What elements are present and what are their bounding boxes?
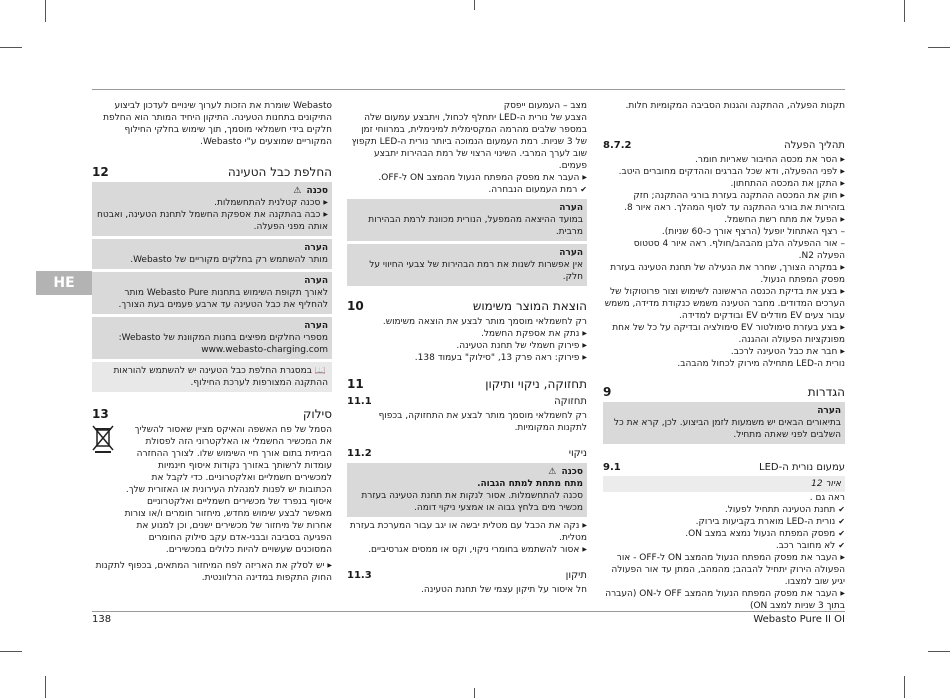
intro-text: תקנות הפעלה, ההתקנה והגנות הסביבה המקומיות חלות.: [625, 101, 845, 111]
list-item: ▶ אסור להשתמש בחומרי ניקוי, וקס או ממסים אגרסיביים.: [347, 544, 587, 556]
section-heading: [92, 408, 332, 420]
disposal-block: [92, 424, 332, 556]
section-number: 13: [92, 407, 109, 421]
middle-column: [347, 100, 587, 596]
list-item: ▶ התקן את המכסה ההתחתון.: [603, 178, 845, 190]
section-heading: [603, 462, 845, 474]
info-text: במסגרת החלפת כבל הטעינה יש להשתמש להוראות ההתקנה המצורפות לערכת החילוף.: [113, 366, 328, 388]
left-column: [92, 100, 332, 584]
section-number: 11: [347, 377, 364, 391]
list-item: ▶ פירוק חשמלי של תחנת הטעינה.: [347, 340, 587, 352]
list-item: ▶ הפעל את מתח רשת החשמל.: [603, 214, 845, 226]
list-item: ▶ העבר את מפסק המפתח הנעול מהמצב ON ל-OFF - אור הפעולה הירוק יתחיל להבהב; מהמהב, המתן עד אור הפעולה יגיע שוב למצבו.: [603, 552, 845, 588]
note-text: מותר להשתמש רק בחלקים מקוריים של Webasto.: [130, 255, 328, 265]
section-heading: [347, 300, 587, 312]
note-text: מספרי החלקים מפיצים בחנות המקוונת של Webasto:: [118, 333, 328, 343]
note-title: הערה: [304, 243, 328, 253]
paragraph: הסמל של פח האשפה והאיקס מציין שאסור להשליך את המכשיר החשמלי או האלקטרוני הזה לפסולת הביתית בתום אורך חיי השימוש שלו. לצורך ההחזרה עומדות לרשותך באזורך נקודות איסוף חינמיות למכשירים חשמליים ואלקטרוניים. כדי לקבל את הכתובות יש לפנות למנהלת העירונית או האזורית שלך. איסוף בנפרד של מכשירים חשמליים ואלקטרוניים מאפשר לבצע שימוש מחדש, מיחזור חומרים ו/או צורות אחרות של מיחזור של מכשירים ישנים, וכן למנוע את הפגיעה בסביבה ובבני-אדם עקב סילוק החומרים המסוכנים שעשויים להיות כלולים במכשירים.: [124, 425, 332, 555]
check-item: ✔ לא מחובר רכב.: [603, 540, 845, 552]
crop-mark: [904, 676, 905, 698]
paragraph: חל איסור על תיקון עצמי של תחנת הטעינה.: [421, 585, 587, 595]
crop-mark: [928, 651, 950, 652]
note-box: [347, 244, 587, 286]
danger-title-text: סכנה: [561, 467, 583, 477]
list-item: ▶ העבר את מפסק המפתח הנעול מהמצב ON ל-OFF.: [347, 172, 587, 184]
warning-icon: ⚠: [293, 186, 302, 196]
check-item: ✔ מפסק המפתח הנעול נמצא במצב ON.: [603, 528, 845, 540]
danger-box: [347, 463, 587, 517]
note-box: [347, 199, 587, 241]
danger-box: [92, 182, 332, 236]
section-title: תהליך הפעלה: [784, 140, 845, 151]
danger-title-text: סכנה: [306, 186, 328, 196]
section-title: תחזוקה, ניקוי ותיקון: [485, 377, 587, 391]
note-text: אין אפשרות לשנות את רמת הבהירות של צבעי החיווי על חלק.: [369, 260, 583, 282]
paragraph: הצבע של נורית ה-LED יתחלף לכחול, ויתבצע עמעום שלה במספר שלבים מהרמה המקסימלית למינימלית, במרווחי זמן של 3 שניות. רמת העמעום הנמוכה ביותר נורית ה-LED תקפוץ שוב לערך המרבי. השינוי הרצוי של רמת הבהירות יתבצע פעמים.: [351, 113, 587, 171]
danger-title: [96, 185, 328, 197]
crop-mark: [45, 676, 46, 698]
doc-title: Webasto Pure II OI: [753, 614, 845, 625]
section-number: 12: [92, 165, 109, 179]
center-mark: [474, 688, 475, 698]
section-number: 8.7.2: [603, 140, 632, 151]
section-title: הוצאת המוצר משימוש: [472, 299, 587, 313]
list-item: ▶ בצע את בדיקת הכנסה הראשונה לשימוש וצור פרוטוקול של הערכים המדודים. מחבר הטעינה משמש כנקודת מדידה, משמש עבור צעים EV מודלים EV ובודקים למדידה.: [603, 286, 845, 322]
center-mark: [474, 0, 475, 10]
note-text: בתיאורים הבאים יש משמעות לזמן הביצוע. לכן, קרא את כל השלבים לפני שאתה מתחיל.: [613, 418, 841, 440]
section-title: החלפת כבל הטעינה: [227, 165, 332, 179]
list-item: – אור ההפעלה הלבן מהבהב/חולף. ראה איור 4 סטטוס הפעלה N2.: [603, 238, 845, 262]
list-item: ▶ כבה בהתקנה את אספקת החשמל לתחנת הטעינה, ואבטח אותה מפני הפעלה.: [96, 209, 328, 233]
right-column: [603, 100, 845, 612]
section-heading: [603, 140, 845, 152]
note-box: [92, 317, 332, 359]
language-tab: HE: [36, 271, 92, 295]
list-item: ▶ נתק את אספקת החשמל.: [347, 328, 587, 340]
note-title: הערה: [304, 321, 328, 331]
warning-icon: ⚠: [548, 467, 557, 477]
note-url[interactable]: www.webasto-charging.com: [201, 345, 328, 355]
note-title: הערה: [304, 276, 328, 286]
list-result: נורית ה-LED מתחילה מירוק לכחול מהבהב.: [677, 359, 845, 369]
paragraph: רק לחשמלאי מוסמך מותר לבצע את הוצאה משימוש.: [382, 317, 587, 327]
list-item: ▶ חוק את המכסה ההתקנה בעזרת בורגי ההתקנה; חזק בזהירות את בורגי ההתקנה עד לסוף המהלך. ראה איור 8.: [603, 190, 845, 214]
list-item: ▶ הסר את מכסה החיבור שאריות חומר.: [603, 154, 845, 166]
note-title: הערה: [559, 203, 583, 213]
section-heading: [347, 396, 587, 408]
note-text: לאורך תקופת השימוש בתחנות Webasto Pure מותר להחליף את כבל הטעינה עד ארבע פעמים בעת הצורך.: [118, 288, 328, 310]
danger-subtitle: מתח מתחת למתח הגבוה.: [477, 479, 583, 489]
section-number: 9: [603, 385, 612, 399]
crop-mark: [0, 651, 22, 652]
note-box: [92, 272, 332, 314]
note-text: במועד ההיצאה מהמפעל, הנורית מכוונת לרמת הבהירות מרבית.: [368, 215, 583, 237]
note-box: [603, 402, 845, 444]
page-number: 138: [92, 614, 112, 625]
danger-text: סכנה להתחשמלות. אסור לנקות את תחנת הטעינה בעזרת מכשיר מים בלחץ גבוה או אמצעי ניקוי דומה.: [361, 491, 583, 513]
crop-mark: [0, 47, 22, 48]
crossed-bin-icon: [92, 424, 114, 454]
figure-ref: איור 12: [603, 476, 845, 492]
note-title: הערה: [817, 406, 841, 416]
see-also: ראה גם .: [809, 493, 845, 503]
section-number: 11.1: [347, 396, 372, 407]
crop-mark: [904, 0, 905, 22]
list-item: ▶ חבר את כבל הטעינה לרכב.: [603, 346, 845, 358]
section-number: 10: [347, 299, 364, 313]
section-heading: [347, 570, 587, 582]
section-heading: [347, 378, 587, 390]
paragraph: רק לחשמלאי מוסמך מותר לבצע את התחזוקה, בכפוף לתקנות המקומיות.: [378, 411, 587, 433]
check-item: ✔ תחנת הטעינה תתחיל לפעול.: [603, 504, 845, 516]
section-title: ניקוי: [568, 448, 587, 459]
section-number: 11.2: [347, 448, 372, 459]
note-title: הערה: [559, 248, 583, 258]
section-title: תיקון: [565, 570, 587, 581]
paragraph: מצב – העמעום ייפסק: [503, 101, 587, 111]
check-item: ✔ רמת העמעום הנבחרה.: [347, 184, 587, 196]
section-heading: [92, 166, 332, 178]
danger-title: [351, 466, 583, 478]
list-item: – רצף האתחול יופעל (הרצף אורך כ-60 שניות).: [603, 226, 845, 238]
section-number: 9.1: [603, 462, 621, 473]
list-item: ▶ בצע בעזרת סימולטור EV סימולציה ובדיקה על כל של אחת מפונקציות הפעולה וההגנה.: [603, 322, 845, 346]
crop-mark: [928, 47, 950, 48]
list-item: ▶ סכנה קטלנית להתחשמלות.: [96, 197, 328, 209]
paragraph: Webasto שומרת את הזכות לערוך שינויים לעדכון לביצוע התיקונים בתחנות הטעינה. התיקון היחיד המותר הוא החלפת חלקים בידי חשמלאי מוסמך, תוך שימוש בחלקי החילוף המקוריים שמוצעים ע"י Webasto.: [103, 101, 332, 147]
list-item: ▶ במקרה הצורך, שחרר את הנעילה של תחנת הטעינה בעזרת מפסק המפתח הנעול.: [603, 262, 845, 286]
list-item: ▶ יש לסלק את האריזה לפח המיחזור המתאים, בכפוף לתקנות החוק התקפות במדינה הרלוונטית.: [92, 560, 332, 584]
section-title: עמעום נורית ה-LED: [759, 462, 845, 473]
list-item: ▶ לפני ההפעלה, ודא שכל הברגים וההדקים מחוברים היטב.: [603, 166, 845, 178]
list-item: ▶ העבר את מפסק המפתח הנעול מהמצב OFF ל-ON (העברה בתוך 3 שניות למצב ON): [603, 588, 845, 612]
info-box: [92, 362, 332, 392]
note-box: [92, 239, 332, 269]
section-number: 11.3: [347, 570, 372, 581]
list-item: ▶ פירוק: ראה פרק 13, "סילוק" בעמוד 138.: [347, 352, 587, 364]
section-heading: [603, 386, 845, 398]
section-title: סילוק: [302, 407, 332, 421]
list-item: ▶ נקה את הכבל עם מטלית יבשה או יגב עבור המערכת בעזרת מטלית.: [347, 520, 587, 544]
check-item: ✔ נורית ה-LED מוארת בקביעות בירוק.: [603, 516, 845, 528]
book-icon: 📖: [314, 366, 326, 376]
section-title: הגדרות: [807, 385, 845, 399]
section-title: תחזוקה: [554, 396, 587, 407]
section-heading: [347, 448, 587, 460]
crop-mark: [45, 0, 46, 22]
header-rule: [92, 89, 845, 90]
